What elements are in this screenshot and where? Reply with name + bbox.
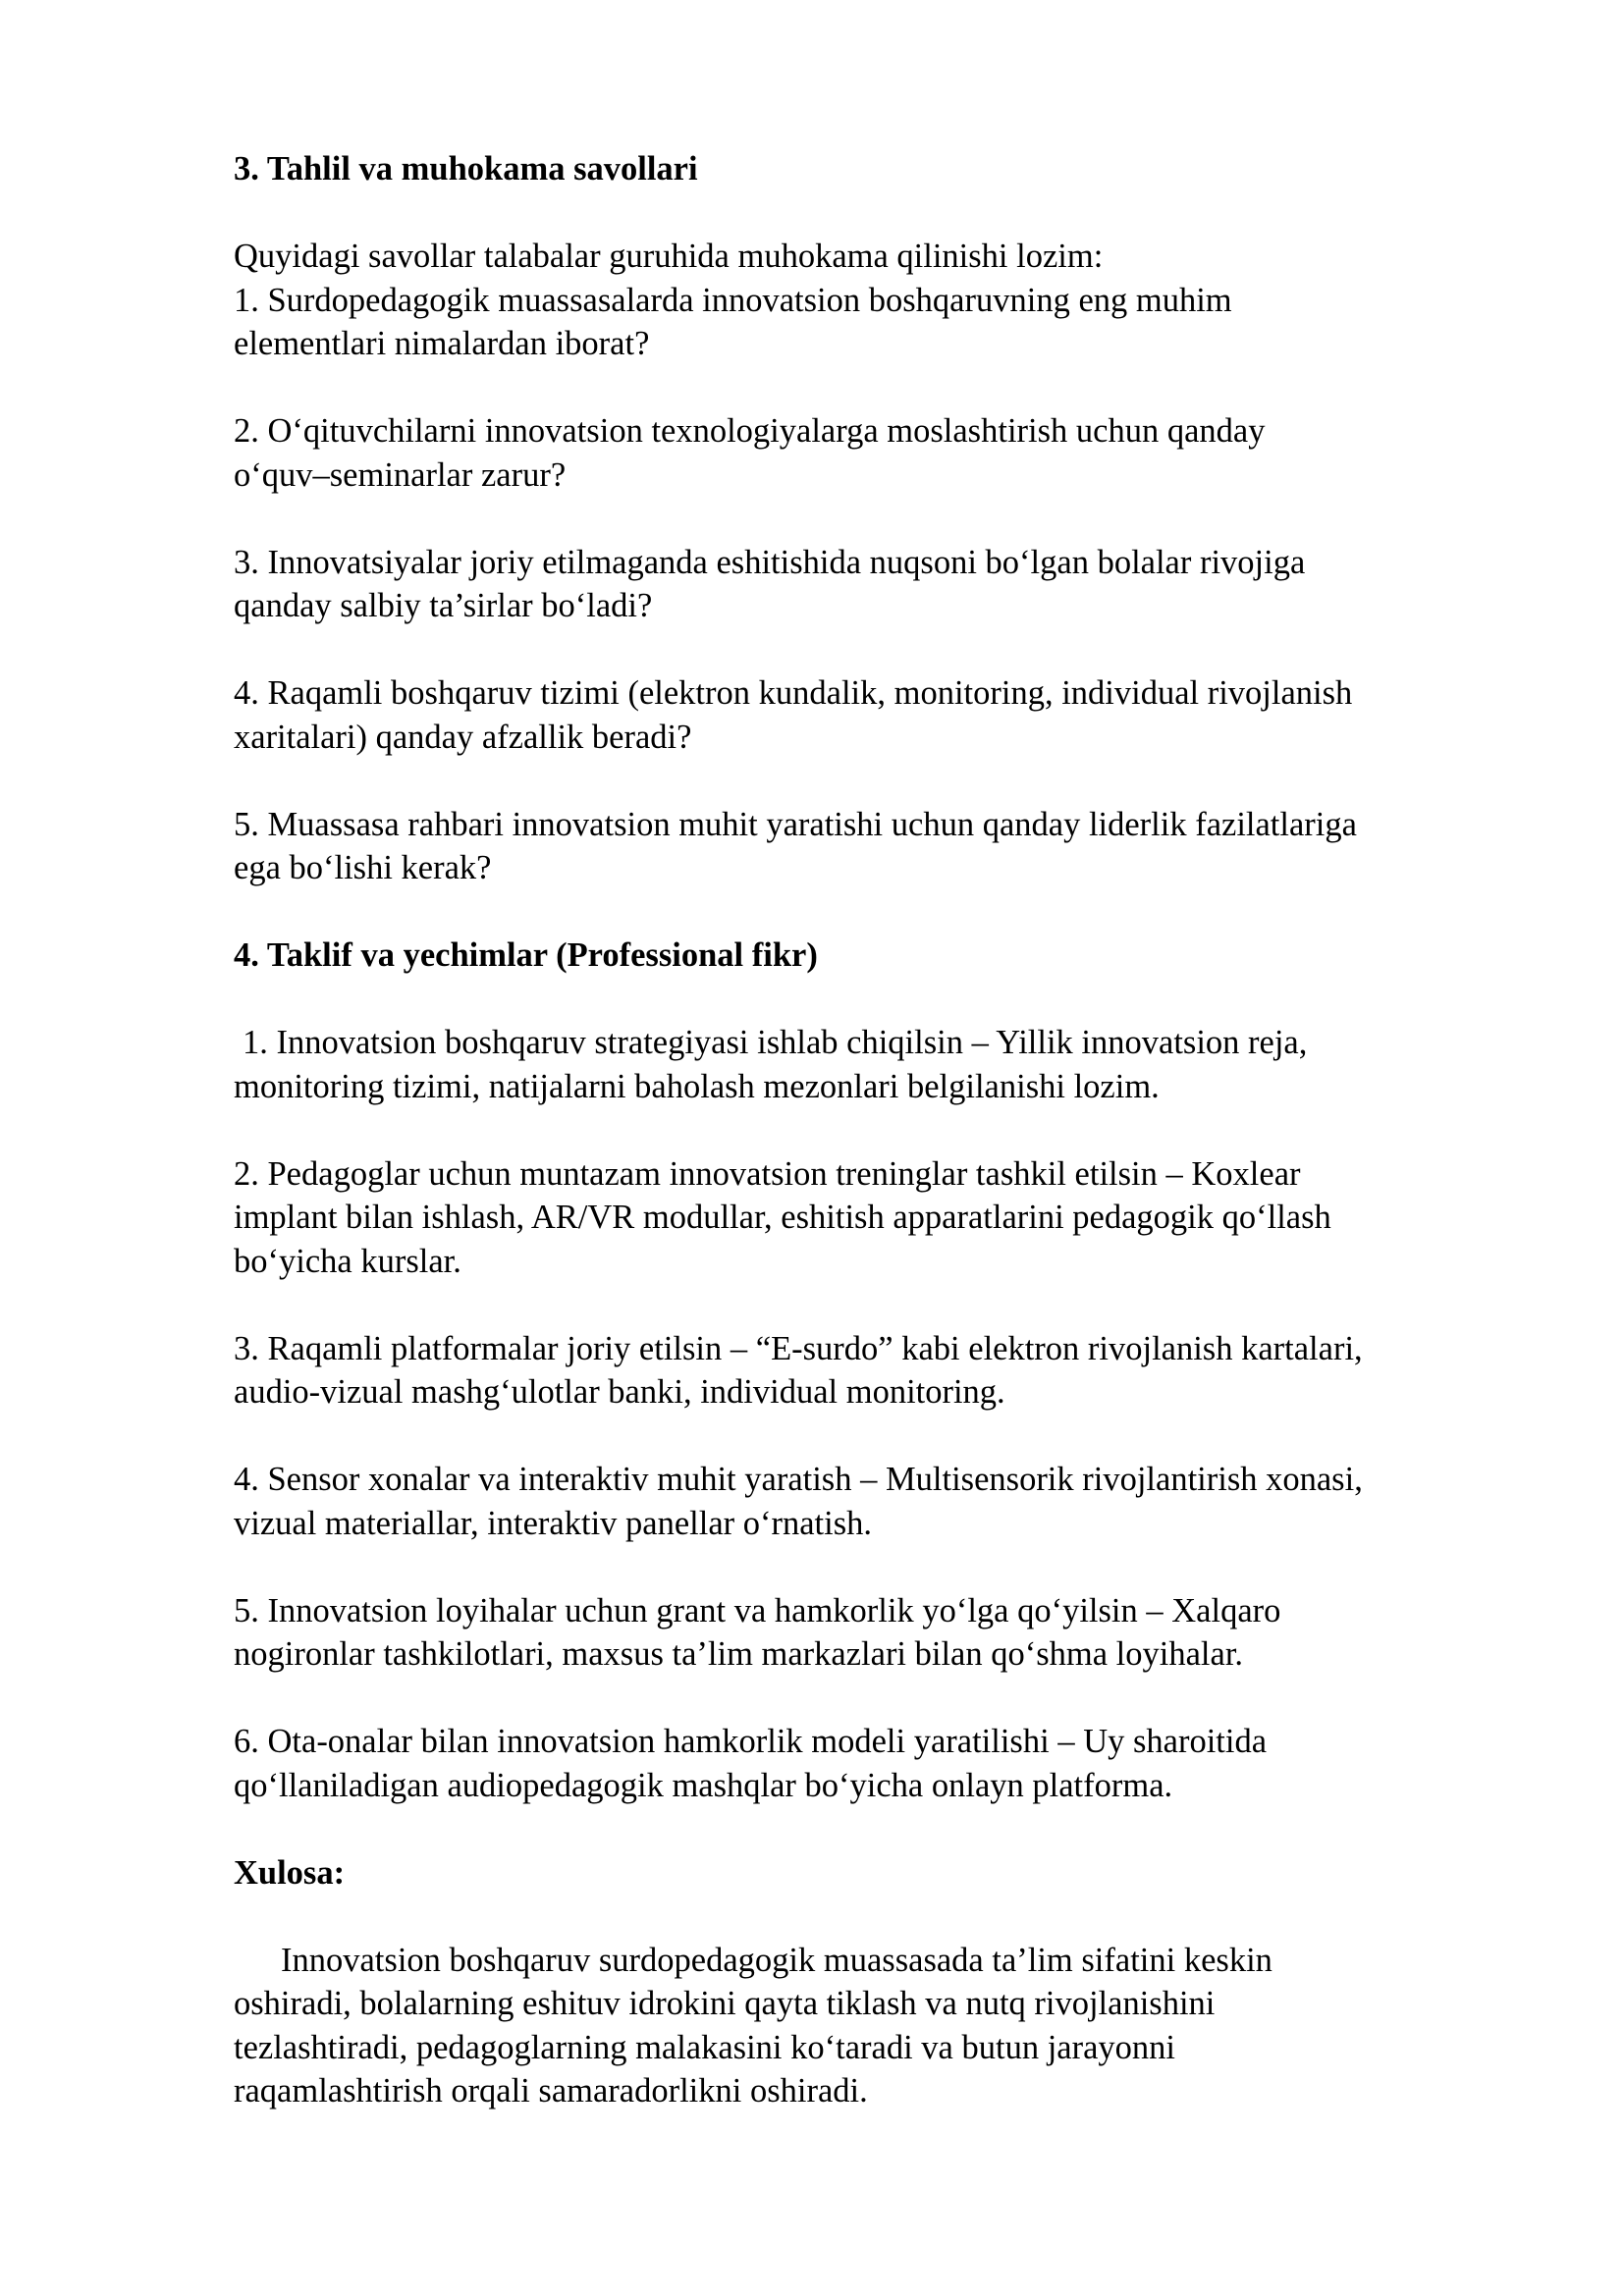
question-5-line-1: 5. Muassasa rahbari innovatsion muhit yaratishi uchun qanday liderlik fazilatlariga bbox=[234, 805, 1357, 843]
proposal-2-line-1: 2. Pedagoglar uchun muntazam innovatsion treninglar tashkil etilsin – Koxlear bbox=[234, 1154, 1301, 1193]
proposal-2-line-2: implant bilan ishlash, AR/VR modullar, eshitish apparatlarini pedagogik qo‘llash bbox=[234, 1199, 1331, 1236]
question-3-line-1: 3. Innovatsiyalar joriy etilmaganda eshitishida nuqsoni bo‘lgan bolalar rivojiga bbox=[234, 543, 1306, 581]
question-1-line-2: elementlari nimalardan iborat? bbox=[234, 325, 650, 362]
proposal-6-line-2: qo‘llaniladigan audiopedagogik mashqlar bo‘yicha onlayn platforma. bbox=[234, 1766, 1173, 1804]
proposal-6 bbox=[234, 1720, 1530, 1807]
conclusion-line-2: oshiradi, bolalarning eshituv idrokini qayta tiklash va nutq rivojlanishini bbox=[234, 1985, 1216, 2022]
question-2-line-2: o‘quv–seminarlar zarur? bbox=[234, 455, 567, 494]
section-4-heading: 4. Taklif va yechimlar (Professional fikr) bbox=[234, 936, 818, 974]
proposal-1-line-1: 1. Innovatsion boshqaruv strategiyasi ishlab chiqilsin – Yillik innovatsion reja, bbox=[243, 1024, 1308, 1061]
proposal-5-line-1: 5. Innovatsion loyihalar uchun grant va hamkorlik yo‘lga qo‘yilsin – Xalqaro bbox=[234, 1591, 1281, 1629]
question-1 bbox=[234, 279, 1530, 366]
proposal-6-line-1: 6. Ota-onalar bilan innovatsion hamkorlik modeli yaratilishi – Uy sharoitida bbox=[234, 1723, 1268, 1760]
proposal-4 bbox=[234, 1458, 1530, 1545]
proposal-3-line-1: 3. Raqamli platformalar joriy etilsin – “E-surdo” kabi elektron rivojlanish kartalari, bbox=[234, 1329, 1363, 1367]
proposal-2 bbox=[234, 1152, 1530, 1284]
section-3-heading: 3. Tahlil va muhokama savollari bbox=[234, 150, 698, 187]
document-page bbox=[234, 147, 1530, 2113]
proposal-5 bbox=[234, 1589, 1530, 1677]
conclusion-line-1: Innovatsion boshqaruv surdopedagogik muassasada ta’lim sifatini keskin bbox=[281, 1941, 1272, 1979]
conclusion-line-3: tezlashtiradi, pedagoglarning malakasini ko‘taradi va butun jarayonni bbox=[234, 2028, 1175, 2066]
proposal-5-line-2: nogironlar tashkilotlari, maxsus ta’lim markazlari bilan qo‘shma loyihalar. bbox=[234, 1635, 1244, 1673]
section-3-intro: Quyidagi savollar talabalar guruhida muhokama qilinishi lozim: bbox=[234, 238, 1104, 275]
question-4 bbox=[234, 671, 1530, 759]
question-3 bbox=[234, 541, 1530, 628]
conclusion-heading: Xulosa: bbox=[234, 1853, 346, 1892]
question-4-line-2: xaritalari) qanday afzallik beradi? bbox=[234, 718, 692, 756]
question-4-line-1: 4. Raqamli boshqaruv tizimi (elektron kundalik, monitoring, individual rivojlanish bbox=[234, 674, 1353, 712]
proposal-4-line-2: vizual materiallar, interaktiv panellar o‘rnatish. bbox=[234, 1504, 873, 1542]
conclusion-line-4: raqamlashtirish orqali samaradorlikni oshiradi. bbox=[234, 2072, 868, 2109]
question-5-line-2: ega bo‘lishi kerak? bbox=[234, 849, 492, 886]
proposal-2-line-3: bo‘yicha kurslar. bbox=[234, 1242, 461, 1280]
question-1-line-1: 1. Surdopedagogik muassasalarda innovatsion boshqaruvning eng muhim bbox=[234, 281, 1232, 319]
question-2-line-1: 2. O‘qituvchilarni innovatsion texnologiyalarga moslashtirish uchun qanday bbox=[234, 412, 1266, 450]
proposal-3 bbox=[234, 1327, 1530, 1415]
proposal-3-line-2: audio-vizual mashg‘ulotlar banki, individual monitoring. bbox=[234, 1373, 1005, 1411]
proposal-1 bbox=[234, 1021, 1530, 1108]
question-5 bbox=[234, 803, 1530, 890]
proposal-1-line-2: monitoring tizimi, natijalarni baholash mezonlari belgilanishi lozim. bbox=[234, 1067, 1160, 1105]
question-3-line-2: qanday salbiy ta’sirlar bo‘ladi? bbox=[234, 587, 653, 624]
proposal-4-line-1: 4. Sensor xonalar va interaktiv muhit yaratish – Multisensorik rivojlantirish xonasi, bbox=[234, 1461, 1363, 1498]
conclusion-paragraph bbox=[234, 1939, 1530, 2113]
question-2 bbox=[234, 409, 1530, 497]
